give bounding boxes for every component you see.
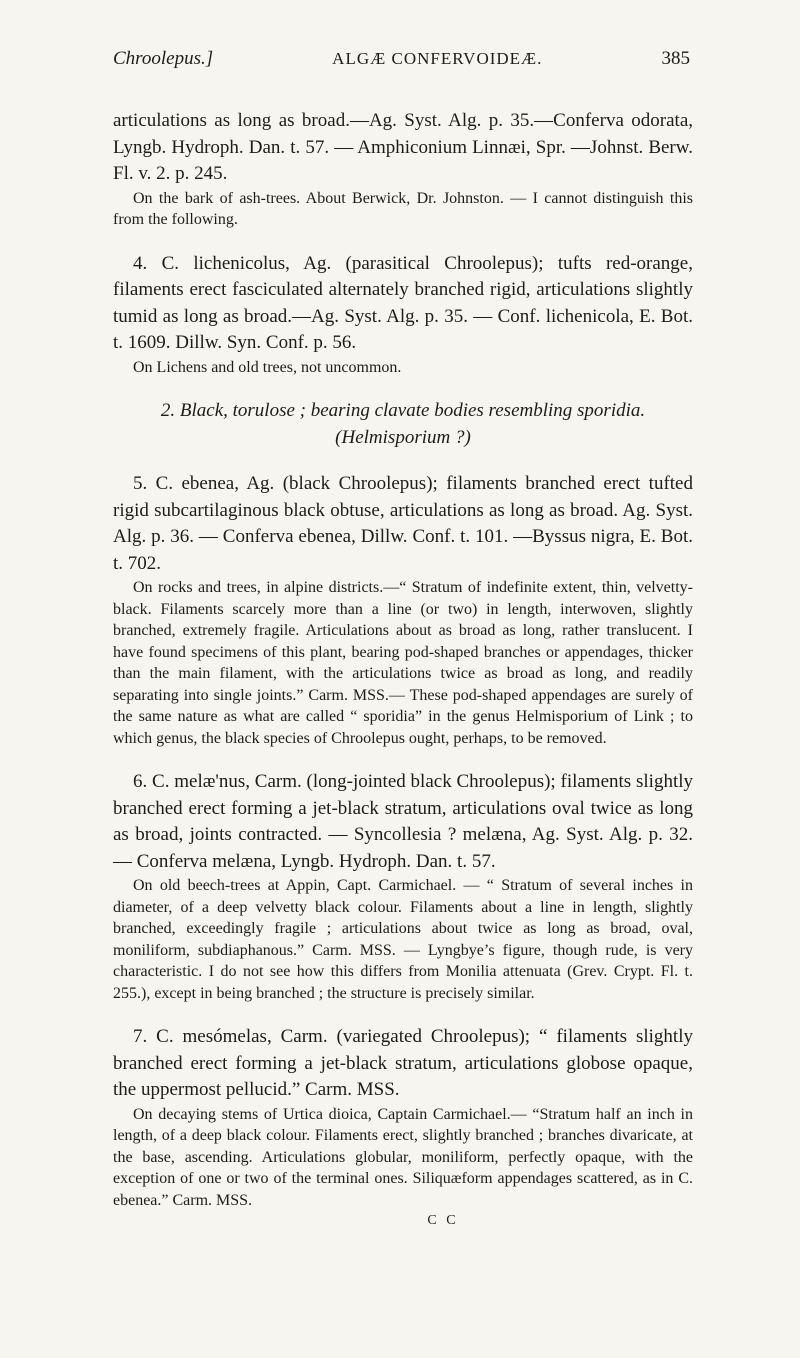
page-body: [113, 108, 693, 1229]
running-head-title: ALGÆ CONFERVOIDEÆ.: [332, 49, 543, 68]
entry-continuation: articulations as long as broad.—Ag. Syst. Alg. p. 35.—Conferva odorata, Lyngb. Hydroph. Dan. t. 57. — Amphiconium Linnæi, Spr. —Johnst. Berw. Fl. v. 2. p. 245.: [113, 110, 693, 184]
page-number: 385: [661, 48, 690, 69]
species-entry-mesomelas: 7. C. mesómelas, Carm. (variegated Chroolepus); “ filaments slightly branched erect forming a jet-black stratum, articulations globose opaque, the uppermost pellucid.” Carm. MSS.: [113, 1026, 693, 1100]
species-entry-lichenicolus: 4. C. lichenicolus, Ag. (parasitical Chroolepus); tufts red-orange, filaments erect fasciculated alternately branched rigid, articulations slightly tumid as long as broad.—Ag. Syst. Alg. p. 35. — Conf. lichenicola, E. Bot. t. 1609. Dillw. Syn. Conf. p. 56.: [113, 252, 693, 353]
habitat-note: On the bark of ash-trees. About Berwick, Dr. Johnston. — I cannot distinguish this from the following.: [113, 189, 693, 228]
habitat-note: On decaying stems of Urtica dioica, Captain Carmichael.— “Stratum half an inch in length, of a deep black colour. Filaments erect, slightly branched ; branches divaricate, at the base, ascending. Articulations globular, moniliform, perfectly opaque, with the exception of one or two of the terminal ones. Siliquæform appendages scattered, as in C. ebenea.” Carm. MSS.: [113, 1105, 693, 1209]
species-entry-melaenus: 6. C. melæ'nus, Carm. (long-jointed black Chroolepus); filaments slightly branched erect forming a jet-black stratum, articulations oval twice as long as broad, joints contracted. — Syncollesia ? melæna, Ag. Syst. Alg. p. 32. — Conferva melæna, Lyngb. Hydroph. Dan. t. 57.: [113, 771, 693, 872]
habitat-note: On old beech-trees at Appin, Capt. Carmichael. — “ Stratum of several inches in diameter, of a deep velvetty black colour. Filaments about a line in length, slightly branched, exceedingly fragile ; articulations about twice as long as broad, oval, moniliform, subdiaphanous.” Carm. MSS. — Lyngbye’s figure, though rude, is very characteristic. I do not see how this differs from Monilia attenuata (Grev. Crypt. Fl. t. 255.), except in being branched ; the structure is precisely similar.: [113, 877, 693, 1002]
signature-mark: C C: [427, 1213, 459, 1228]
habitat-note: On Lichens and old trees, not uncommon.: [133, 358, 402, 376]
habitat-note: On rocks and trees, in alpine districts.—“ Stratum of indefinite extent, thin, velvetty-black. Filaments scarcely more than a line (or two) in length, interwoven, slightly branched, extremely fragile. Articulations about as broad as long, rather translucent. I have found specimens of this plant, bearing pod-shaped branches or appendages, thicker than the main filament, with the articulations twice as broad as long, and readily separating into single joints.” Carm. MSS.— These pod-shaped appendages are surely of the same nature as what are called “ sporidia” in the genus Helmisporium of Link ; to which genus, the black species of Chroolepus ought, perhaps, to be removed.: [113, 579, 693, 747]
section-heading: 2. Black, torulose ; bearing clavate bodies resembling sporidia. (Helmisporium ?): [160, 400, 646, 448]
running-head-genus: Chroolepus.]: [113, 48, 214, 69]
running-head: [113, 48, 690, 70]
species-entry-ebenea: 5. C. ebenea, Ag. (black Chroolepus); filaments branched erect tufted rigid subcartilaginous black obtuse, articulations as long as broad. Ag. Syst. Alg. p. 36. — Conferva ebenea, Dillw. Conf. t. 101. —Byssus nigra, E. Bot. t. 702.: [113, 473, 693, 574]
